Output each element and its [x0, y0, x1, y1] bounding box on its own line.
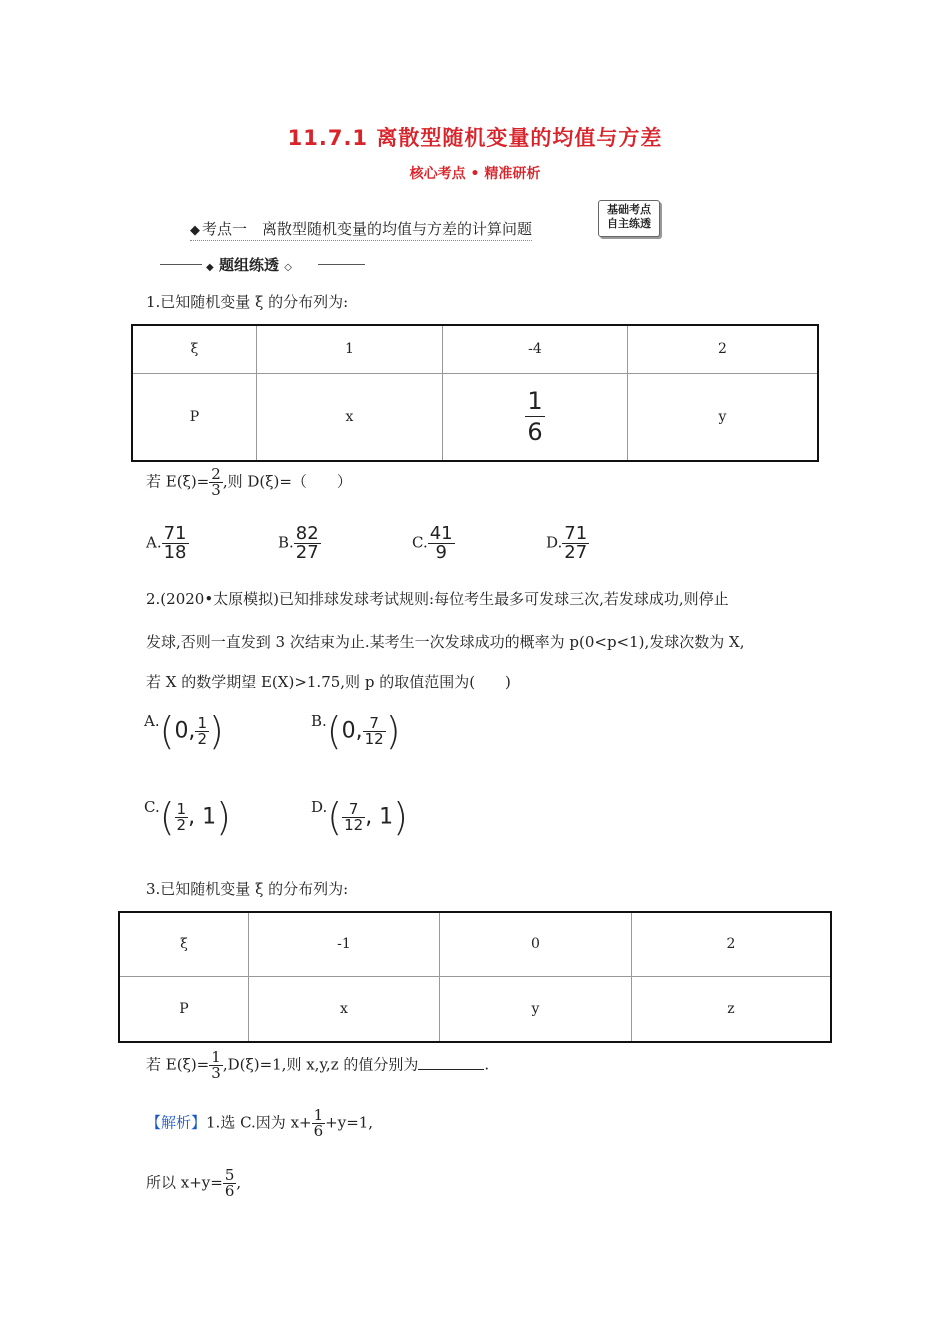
fraction-denominator: 12	[344, 815, 364, 834]
option-fraction	[175, 799, 189, 834]
fraction-denominator: 12	[364, 729, 384, 748]
q1-table-row-probs	[132, 373, 818, 461]
option-right: , 1	[365, 804, 394, 830]
fraction-denominator: 2	[197, 729, 207, 748]
fraction-numerator: 2	[211, 465, 221, 483]
analysis-fraction	[312, 1108, 326, 1139]
option-label: A.	[144, 712, 160, 730]
q3-table-row-probs	[119, 976, 831, 1042]
paren-open: (	[159, 795, 175, 839]
option-label: C.	[144, 798, 160, 816]
q1-table-row-values	[132, 325, 818, 373]
fraction-numerator: 7	[348, 799, 359, 818]
fraction-denominator: 9	[428, 543, 455, 562]
group-divider	[160, 254, 365, 276]
fraction-numerator: 1	[313, 1106, 324, 1124]
badge-line-2: 自主练透	[607, 217, 651, 230]
q3-cond-end: .	[484, 1055, 490, 1074]
option-fraction	[363, 713, 386, 748]
option-label: C.	[412, 533, 428, 552]
fraction-denominator: 2	[176, 815, 187, 834]
q3-distribution-table	[118, 911, 832, 1043]
divider-line-right	[318, 264, 365, 265]
fraction-denominator: 6	[527, 418, 543, 447]
fraction-numerator: 1	[197, 713, 207, 732]
q3-cell: 0	[440, 912, 632, 976]
option-left: 0,	[341, 718, 363, 744]
q3-cell: 2	[632, 912, 832, 976]
option-right: , 1	[188, 804, 217, 830]
fraction-numerator: 7	[369, 713, 379, 732]
fraction-denominator: 6	[224, 1182, 235, 1200]
group-label	[206, 254, 292, 275]
section-heading	[190, 218, 532, 241]
q1-option-d[interactable]	[546, 525, 589, 562]
page-subtitle: 核心考点 • 精准研析	[409, 166, 541, 182]
option-fraction	[294, 525, 321, 562]
paren-open: (	[159, 709, 175, 753]
paren-close: )	[208, 709, 224, 753]
q1-distribution-table	[131, 324, 819, 462]
fraction-numerator: 1	[176, 799, 187, 818]
q1-cond-fraction	[209, 467, 223, 498]
analysis-fraction	[223, 1168, 237, 1199]
option-fraction	[342, 799, 365, 834]
diamond-icon: ◆	[190, 223, 200, 238]
q3-stem: 3.已知随机变量 ξ 的分布列为:	[146, 880, 349, 898]
q3-cell: ξ	[119, 912, 249, 976]
analysis-line-2	[146, 1168, 241, 1199]
option-label: A.	[146, 533, 162, 552]
q3-cell: P	[119, 976, 249, 1042]
fraction-denominator: 18	[163, 542, 187, 563]
q1-option-c[interactable]	[412, 525, 455, 562]
analysis-line2-pre: 所以 x+y=	[146, 1173, 223, 1192]
q1-cell: x	[257, 373, 443, 461]
option-fraction	[562, 525, 589, 562]
q1-cond-post: ,则 D(ξ)=（ ）	[222, 472, 352, 491]
option-label: D.	[546, 533, 563, 552]
q2-line-1: 2.(2020•太原模拟)已知排球发球考试规则:每位考生最多可发球三次,若发球成功,则停止	[146, 590, 729, 608]
paren-open: (	[327, 795, 343, 839]
option-left: 0,	[174, 718, 196, 744]
q1-stem: 1.已知随机变量 ξ 的分布列为:	[146, 293, 349, 311]
q1-cond-pre: 若 E(ξ)=	[146, 472, 210, 491]
analysis-line2-post: ,	[236, 1173, 242, 1192]
option-fraction	[162, 525, 189, 562]
fraction-numerator: 5	[224, 1166, 235, 1184]
q1-condition	[146, 467, 352, 498]
fraction-denominator: 3	[211, 481, 221, 499]
option-label: B.	[311, 712, 327, 730]
q1-cell: ξ	[132, 325, 257, 373]
q1-cell: y	[628, 373, 819, 461]
q1-cell-fraction	[443, 373, 628, 461]
option-fraction	[428, 525, 455, 562]
q3-condition	[146, 1050, 489, 1081]
paren-close: )	[393, 795, 408, 839]
fraction-numerator: 41	[429, 523, 453, 544]
diamond-outline-icon: ◇	[284, 262, 292, 273]
q3-cell: x	[249, 976, 440, 1042]
diamond-small-icon: ◆	[206, 262, 214, 273]
q3-cell: -1	[249, 912, 440, 976]
analysis-tag: 【解析】	[146, 1113, 207, 1132]
q1-cell: P	[132, 373, 257, 461]
option-label: B.	[278, 533, 294, 552]
fraction-numerator: 1	[527, 387, 543, 416]
badge-line-1: 基础考点	[607, 203, 651, 216]
section-badge	[598, 200, 660, 237]
fraction-denominator: 27	[295, 542, 319, 563]
q1-cell: -4	[443, 325, 628, 373]
paren-close: )	[385, 709, 401, 753]
fraction-denominator: 3	[211, 1064, 221, 1082]
fraction-denominator: 6	[313, 1122, 324, 1140]
q3-cond-post: ,D(ξ)=1,则 x,y,z 的值分别为	[222, 1055, 419, 1074]
fraction-numerator: 82	[295, 523, 319, 544]
q3-cell: y	[440, 976, 632, 1042]
divider-line-left	[160, 264, 202, 265]
q1-cell: 1	[257, 325, 443, 373]
q3-cond-fraction	[209, 1050, 223, 1081]
q1-cell: 2	[628, 325, 819, 373]
fraction-numerator: 71	[163, 523, 187, 544]
section-heading-text: 考点一 离散型随机变量的均值与方差的计算问题	[202, 220, 533, 238]
option-label: D.	[311, 798, 328, 816]
paren-close: )	[216, 795, 231, 839]
paren-open: (	[326, 709, 342, 753]
q2-line-2: 发球,否则一直发到 3 次结束为止.某考生一次发球成功的概率为 p(0<p<1),发球次数为 X,	[146, 633, 745, 651]
page-title: 11.7.1 离散型随机变量的均值与方差	[287, 126, 663, 150]
q1-option-b[interactable]	[278, 525, 321, 562]
analysis-line1-post: +y=1,	[325, 1113, 374, 1132]
q2-option-a[interactable]	[144, 709, 224, 753]
q1-option-a[interactable]	[146, 525, 189, 562]
q2-option-b[interactable]	[311, 709, 401, 753]
q3-cell: z	[632, 976, 832, 1042]
group-label-text: 题组练透	[218, 256, 279, 274]
fraction-denominator: 27	[564, 542, 588, 563]
fraction-numerator: 1	[211, 1048, 221, 1066]
q1-fraction	[525, 387, 544, 447]
q3-cond-pre: 若 E(ξ)=	[146, 1055, 210, 1074]
q2-line-3: 若 X 的数学期望 E(X)>1.75,则 p 的取值范围为( )	[146, 673, 511, 691]
q2-option-d[interactable]	[311, 795, 408, 839]
analysis-line-1	[146, 1108, 373, 1139]
q2-option-c[interactable]	[144, 795, 231, 839]
answer-blank[interactable]	[418, 1055, 484, 1070]
analysis-line1-pre: 1.选 C.因为 x+	[206, 1113, 312, 1132]
q3-table-row-values	[119, 912, 831, 976]
fraction-numerator: 71	[564, 523, 588, 544]
option-fraction	[195, 713, 209, 748]
